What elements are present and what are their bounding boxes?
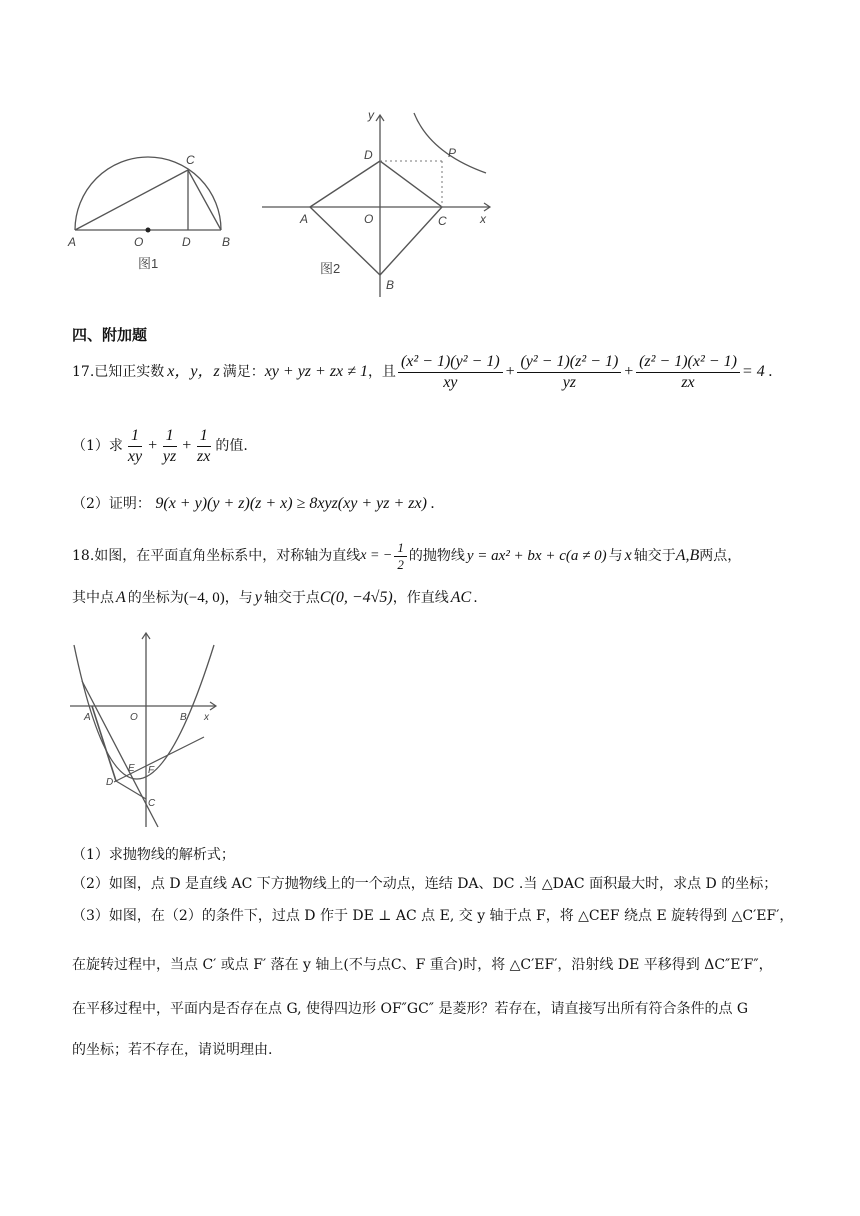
q18-axis-num: 1 xyxy=(394,540,407,557)
label-b: B xyxy=(180,712,187,723)
q17-intro: 17.已知正实数 xyxy=(72,364,165,380)
q17-and: ，且 xyxy=(367,364,396,380)
q18-l1-text-a: 18.如图，在平面直角坐标系中，对称轴为直线 xyxy=(72,548,361,564)
q17-part1-prefix: （1）求 xyxy=(72,438,123,454)
q18-l2-text-b: 的坐标为 xyxy=(127,590,184,606)
label-o: O xyxy=(130,712,138,723)
q17-term1-den: xy xyxy=(443,373,458,391)
figure-3 xyxy=(66,625,226,830)
caption-fig2: 图2 xyxy=(320,261,341,276)
q17-p1-f2-num: 1 xyxy=(163,426,177,447)
q17-term3-num: (z² − 1)(x² − 1) xyxy=(636,352,740,373)
hyperbola-curve xyxy=(414,113,486,173)
q18-point-a-coord: (−4, 0) xyxy=(183,590,225,606)
q17-part2-formula: 9(x + y)(y + z)(z + x) ≥ 8xyz(xy + yz + zx) . xyxy=(155,495,435,512)
segment-da xyxy=(92,706,116,781)
q18-l2-text-c: ，与 xyxy=(224,590,253,606)
q17-p1-f3-num: 1 xyxy=(197,426,211,447)
q17-term2-den: yz xyxy=(562,373,577,391)
q18-part1: （1）求抛物线的解析式； xyxy=(72,847,235,863)
q18-part2: （2）如图，点 D 是直线 AC 下方抛物线上的一个动点，连结 DA、DC .当 △DAC 面积最大时，求点 D 的坐标； xyxy=(72,876,778,892)
caption-fig1: 图1 xyxy=(138,256,159,271)
figure-1 xyxy=(60,140,250,280)
q17-vars: x，y，z xyxy=(167,363,220,380)
q18-point-c-coord: C(0, −4√5) xyxy=(319,589,393,606)
q17-p1-f3-den: zx xyxy=(197,447,211,465)
q17-term2-num: (y² − 1)(z² − 1) xyxy=(517,352,621,373)
label-o: O xyxy=(134,235,144,249)
q18-l1-ab: A,B xyxy=(675,547,700,564)
q18-l2-text-a: 其中点 xyxy=(72,590,114,606)
q17-term3 xyxy=(636,352,740,393)
q18-part3-line3: 在平移过程中，平面内是否存在点 G, 使得四边形 OF″GC″ 是菱形？若存在，请直接写出所有符合条件的点 G xyxy=(72,1001,749,1017)
q18-l1-text-d: 轴交于 xyxy=(633,548,676,564)
q17-part1-suffix: 的值. xyxy=(215,438,248,454)
q17-term1 xyxy=(398,352,503,393)
q17-term3-den: zx xyxy=(681,373,695,391)
q17-p1-f1-num: 1 xyxy=(128,426,142,447)
q18-l2-a: A xyxy=(116,589,126,606)
segment-ac xyxy=(75,170,188,230)
q18-l1-x: x xyxy=(624,547,632,564)
q18-l1-text-e: 两点， xyxy=(699,548,742,564)
q18-part3-line2: 在旋转过程中，当点 C′ 或点 F′ 落在 y 轴上(不与点C、F 重合)时，将 △C′EF′，沿射线 DE 平移得到 ΔC″E′F″， xyxy=(72,957,773,973)
segment-dc xyxy=(116,781,146,799)
label-x: x xyxy=(480,212,486,226)
label-c: C xyxy=(438,214,447,228)
q18-statement-line1 xyxy=(72,536,741,576)
q18-l2-text-e: ，作直线 xyxy=(392,590,449,606)
q18-l1-text-b: 的抛物线 xyxy=(408,548,465,564)
label-f: F xyxy=(148,765,155,776)
q18-part3-line4: 的坐标；若不存在，请说明理由. xyxy=(72,1042,273,1058)
label-y: y xyxy=(368,108,374,122)
q17-term1-num: (x² − 1)(y² − 1) xyxy=(398,352,503,373)
q18-axis-den: 2 xyxy=(397,556,404,572)
q17-satisfy: 满足： xyxy=(222,364,265,380)
q18-l2-text-d: 轴交于点 xyxy=(263,590,320,606)
q18-l1-text-c: 与 xyxy=(608,548,623,564)
center-point-o xyxy=(146,228,151,233)
label-b: B xyxy=(222,235,231,249)
segment-cb xyxy=(188,170,221,230)
label-a: A xyxy=(300,212,309,226)
q17-statement: 17.已知正实数 x，y，z 满足： xy + yz + zx ≠ 1 ，且 $\frac{\text{(x² − 1)(y² − 1)}}{xy}$ + $\frac{\text{(y² − 1)(z² − 1)}}{yz}$ + $\frac{\text{(z² − 1)(x² − 1)}}{zx}$ = 4 . xyxy=(72,352,773,391)
q17-condition: xy + yz + zx ≠ 1 xyxy=(264,363,368,380)
figure-2 xyxy=(258,105,498,300)
section-title: 四、附加题 xyxy=(72,326,148,344)
q17-p1-f1-den: xy xyxy=(127,447,143,465)
label-c: C xyxy=(148,798,156,809)
label-x: x xyxy=(204,712,209,723)
label-a: A xyxy=(68,235,77,249)
line-de xyxy=(114,737,204,782)
label-c: C xyxy=(186,153,195,167)
q17-part2-prefix: （2）证明： xyxy=(72,496,151,512)
q17-part1: （1）求 $\frac{1}{xy}$ + $\frac{1}{yz}$ + $\frac{1}{zx}$ 的值. xyxy=(72,426,248,465)
label-p: P xyxy=(448,146,457,160)
label-e: E xyxy=(128,763,135,774)
parabola-curve xyxy=(74,645,214,779)
q17-p1-f2-den: yz xyxy=(162,447,177,465)
label-d: D xyxy=(182,235,191,249)
label-d: D xyxy=(364,148,373,162)
q17-part2 xyxy=(72,494,435,514)
q18-l2-y: y xyxy=(254,589,262,606)
q18-parabola-eq: y = ax² + bx + c(a ≠ 0) xyxy=(466,548,607,564)
label-d: D xyxy=(106,777,114,788)
q17-rhs: = 4 . xyxy=(741,363,773,380)
q17-term2 xyxy=(517,352,621,393)
quadrilateral-adcb xyxy=(310,161,442,275)
label-o: O xyxy=(364,212,374,226)
q18-statement-line2 xyxy=(72,584,478,612)
q18-line-ac: AC xyxy=(450,589,472,606)
q18-part3-line1: （3）如图，在（2）的条件下，过点 D 作于 DE ⊥ AC 点 E, 交 y 轴于点 F，将 △CEF 绕点 E 旋转得到 △C′EF′， xyxy=(72,908,794,924)
label-a: A xyxy=(84,712,91,723)
label-b: B xyxy=(386,278,395,292)
q18-l2-text-f: . xyxy=(473,590,478,606)
q18-axis-lhs: x = − xyxy=(360,548,393,563)
